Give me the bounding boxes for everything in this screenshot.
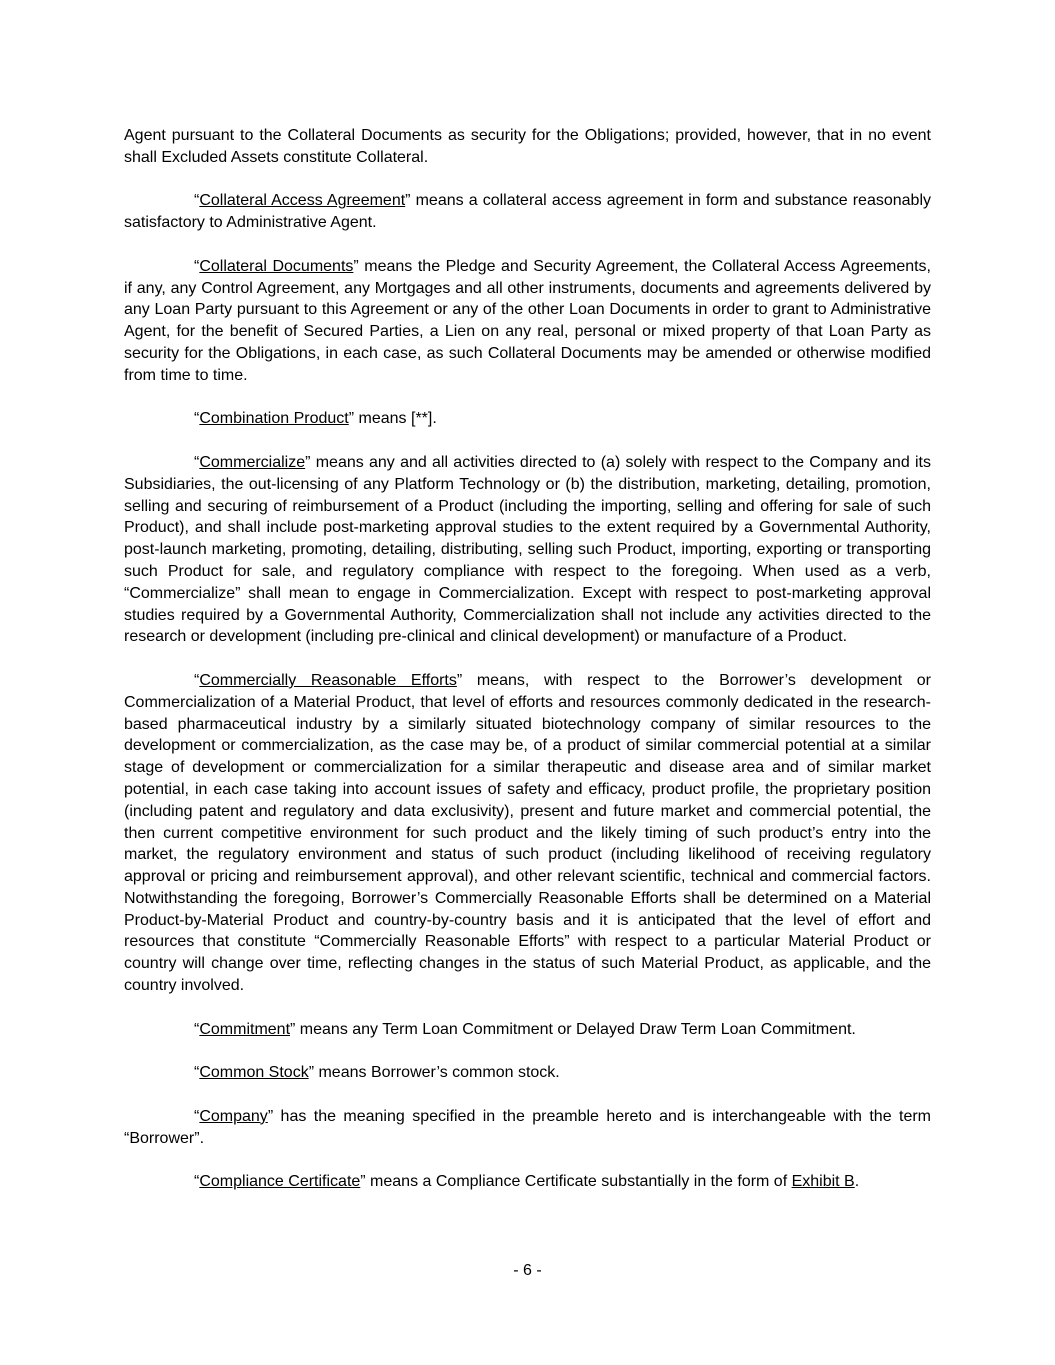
definition-text: ” means any and all activities directed to (a) solely with respect to the Company and its Subsidiaries, the out-licensing of any Platform Technology or (b) the distribution, marketing, detailing, promotion, selling and securing of reimbursement of a Product (including the importing, selling and offering for sale of such Product), and shall include post-marketing approval studies to the extent required by a Governmental Authority, post-launch marketing, promoting, detailing, distributing, selling such Product, importing, exporting or transporting such Product for sale, and regulatory compliance with respect to the foregoing. When used as a verb, “Commercialize” shall mean to engage in Commercialization. Except with respect to post-marketing approval studies required by a Governmental Authority, Commercialization shall not include any activities directed to the research or development (including pre-clinical and clinical development) or manufacture of a Product. bbox=[124, 453, 931, 646]
open-quote: “ bbox=[194, 1107, 200, 1125]
defined-term: Commitment bbox=[199, 1020, 291, 1038]
open-quote: “ bbox=[194, 1173, 200, 1191]
defined-term: Compliance Certificate bbox=[199, 1173, 361, 1191]
open-quote: “ bbox=[194, 453, 200, 471]
definition-text: ” means any Term Loan Commitment or Delayed Draw Term Loan Commitment. bbox=[290, 1020, 856, 1038]
defined-term: Common Stock bbox=[199, 1064, 309, 1082]
sentence-end: . bbox=[854, 1173, 860, 1191]
intro-paragraph: Agent pursuant to the Collateral Documents as security for the Obligations; provided, however, that in no event shall Excluded Assets constitute Collateral. bbox=[124, 127, 931, 166]
definition-text: ” means [**]. bbox=[348, 410, 437, 428]
defined-term: Commercially Reasonable Efforts bbox=[199, 671, 457, 689]
definition-text: ” means a Compliance Certificate substantially in the form of bbox=[360, 1173, 792, 1191]
open-quote: “ bbox=[194, 257, 200, 275]
definition-text: ” means the Pledge and Security Agreement, the Collateral Access Agreements, if any, any Control Agreement, any Mortgages and all other instruments, documents and agreements delivered by any Loan Party pursuant to this Agreement or any of the other Loan Documents in order to grant to Administrative Agent, for the benefit of Secured Parties, a Lien on any real, personal or mixed property of that Loan Party as security for the Obligations, in each case, as such Collateral Documents may be amended or otherwise modified from time to time. bbox=[124, 257, 932, 384]
definition-collateral-documents bbox=[124, 256, 931, 387]
exhibit-reference: Exhibit B bbox=[791, 1173, 855, 1191]
definition-commercially-reasonable-efforts bbox=[124, 670, 931, 997]
defined-term: Collateral Documents bbox=[199, 257, 354, 275]
defined-term: Company bbox=[199, 1107, 268, 1125]
definition-text: ” means, with respect to the Borrower’s development or Commercialization of a Material Product, that level of efforts and resources commonly dedicated in the research-based pharmaceutical industry by a similarly situated biotechnology company of similar resources to the development or commercialization, as the case may be, of a product of similar commercial potential at a similar stage of development or commercialization for a similar therapeutic and disease area and of similar market potential, in each case taking into account issues of safety and efficacy, product profile, the proprietary position (including patent and regulatory and data exclusivity), present and future market and commercial potential, the then current competitive environment for such product and the likely timing of such product’s entry into the market, the regulatory environment and status of such product (including likelihood of receiving regulatory approval or pricing and reimbursement approval), and other relevant scientific, technical and commercial factors. Notwithstanding the foregoing, Borrower’s Commercially Reasonable Efforts shall be determined on a Material Product-by-Material Product and country-by-country basis and it is anticipated that the level of effort and resources that constitute “Commercially Reasonable Efforts” with respect to a particular Material Product or country will change over time, reflecting changes in the status of such Material Product, as applicable, and the country involved. bbox=[124, 671, 931, 995]
defined-term: Collateral Access Agreement bbox=[199, 192, 406, 210]
definition-commercialize bbox=[124, 452, 931, 648]
open-quote: “ bbox=[194, 192, 200, 210]
open-quote: “ bbox=[194, 410, 200, 428]
document-page bbox=[124, 125, 931, 1215]
open-quote: “ bbox=[194, 1020, 200, 1038]
definition-commitment bbox=[124, 1019, 931, 1041]
definition-text: ” has the meaning specified in the preamble hereto and is interchangeable with the term “Borrower”. bbox=[124, 1107, 931, 1147]
open-quote: “ bbox=[194, 1064, 200, 1082]
definition-collateral-access-agreement bbox=[124, 190, 931, 234]
definition-text: ” means a collateral access agreement in form and substance reasonably satisfactory to Administrative Agent. bbox=[124, 192, 931, 232]
definition-common-stock bbox=[124, 1062, 931, 1084]
defined-term: Commercialize bbox=[199, 453, 306, 471]
defined-term: Combination Product bbox=[199, 410, 349, 428]
definition-company bbox=[124, 1106, 931, 1150]
page-number: - 6 - bbox=[513, 1262, 542, 1279]
definition-text: ” means Borrower’s common stock. bbox=[308, 1064, 560, 1082]
open-quote: “ bbox=[194, 671, 200, 689]
definition-compliance-certificate bbox=[124, 1171, 931, 1193]
definition-combination-product bbox=[124, 408, 931, 430]
